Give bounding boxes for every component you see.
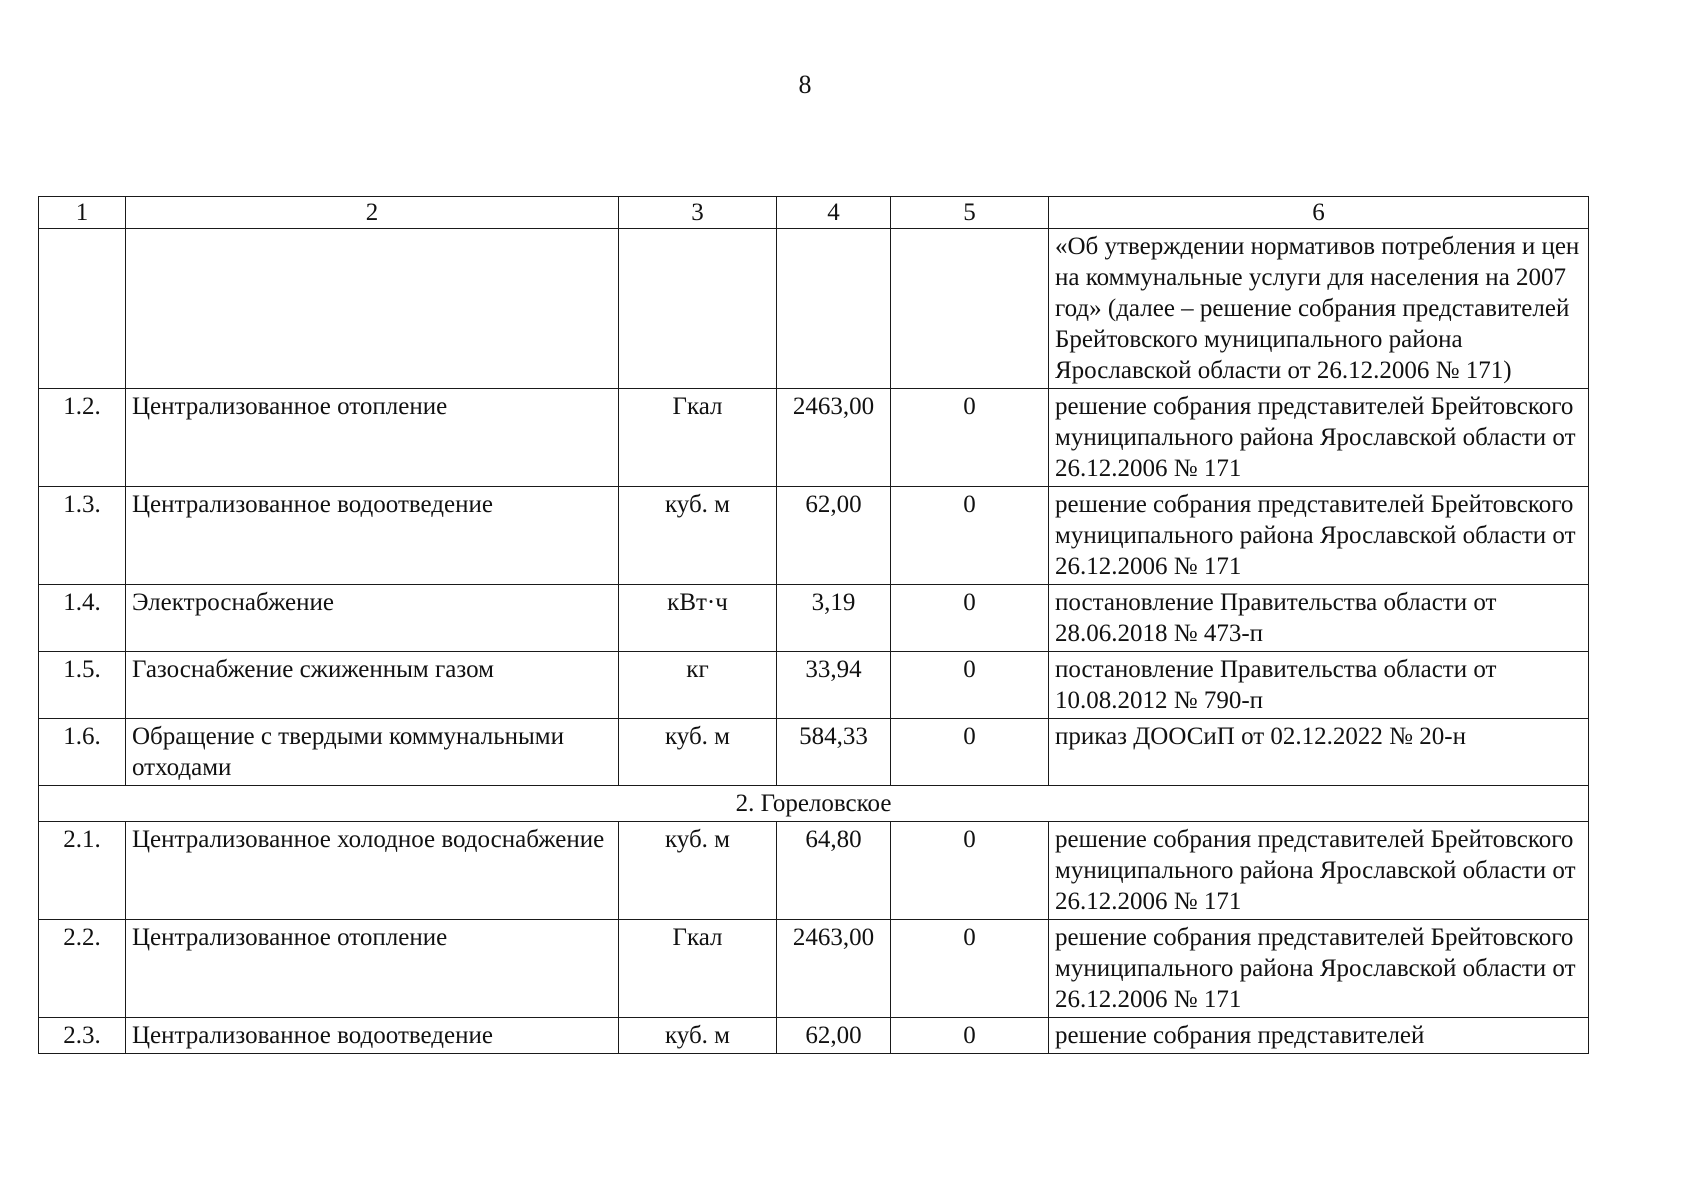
cell-service: Централизованное холодное водоснабжение bbox=[126, 822, 619, 920]
cell-value: 584,33 bbox=[777, 719, 891, 786]
cell-col5: 0 bbox=[891, 1018, 1049, 1054]
cell-basis: решение собрания представителей Брейтовского муниципального района Ярославской области от 26.12.2006 № 171 bbox=[1049, 389, 1589, 487]
cell-value: 2463,00 bbox=[777, 920, 891, 1018]
cell-unit: куб. м bbox=[619, 822, 777, 920]
cell-col5: 0 bbox=[891, 389, 1049, 487]
page-number: 8 bbox=[798, 70, 812, 99]
cell-basis: «Об утверждении нормативов потребления и цен на коммунальные услуги для населения на 2007 год» (далее – решение собрания представителей Брейтовского муниципального района Ярославской области от 26.12.2006 № 171) bbox=[1049, 229, 1589, 389]
cell-unit bbox=[619, 229, 777, 389]
table-header-row bbox=[39, 197, 1589, 229]
table-row bbox=[39, 585, 1589, 652]
cell-basis: решение собрания представителей bbox=[1049, 1018, 1589, 1054]
table-row bbox=[39, 389, 1589, 487]
cell-service: Централизованное отопление bbox=[126, 389, 619, 487]
section-row bbox=[39, 786, 1589, 822]
cell-service: Газоснабжение сжиженным газом bbox=[126, 652, 619, 719]
header-cell: 3 bbox=[619, 197, 777, 229]
cell-num: 1.6. bbox=[39, 719, 126, 786]
cell-basis: решение собрания представителей Брейтовского муниципального района Ярославской области от 26.12.2006 № 171 bbox=[1049, 487, 1589, 585]
cell-value: 62,00 bbox=[777, 487, 891, 585]
cell-service: Централизованное водоотведение bbox=[126, 1018, 619, 1054]
cell-basis: приказ ДООСиП от 02.12.2022 № 20-н bbox=[1049, 719, 1589, 786]
table-row bbox=[39, 719, 1589, 786]
cell-num: 2.1. bbox=[39, 822, 126, 920]
cell-unit: куб. м bbox=[619, 487, 777, 585]
cell-value: 33,94 bbox=[777, 652, 891, 719]
cell-value: 62,00 bbox=[777, 1018, 891, 1054]
cell-num: 2.2. bbox=[39, 920, 126, 1018]
table-row bbox=[39, 920, 1589, 1018]
cell-service: Централизованное водоотведение bbox=[126, 487, 619, 585]
cell-service: Обращение с твердыми коммунальными отходами bbox=[126, 719, 619, 786]
cell-col5: 0 bbox=[891, 585, 1049, 652]
cell-basis: решение собрания представителей Брейтовского муниципального района Ярославской области от 26.12.2006 № 171 bbox=[1049, 920, 1589, 1018]
cell-num: 1.3. bbox=[39, 487, 126, 585]
cell-col5 bbox=[891, 229, 1049, 389]
cell-service bbox=[126, 229, 619, 389]
tariff-table bbox=[38, 196, 1589, 1054]
cell-col5: 0 bbox=[891, 920, 1049, 1018]
cell-num: 1.4. bbox=[39, 585, 126, 652]
cell-num: 1.2. bbox=[39, 389, 126, 487]
cell-unit: кг bbox=[619, 652, 777, 719]
cell-basis: постановление Правительства области от 10.08.2012 № 790-п bbox=[1049, 652, 1589, 719]
cell-basis: решение собрания представителей Брейтовского муниципального района Ярославской области от 26.12.2006 № 171 bbox=[1049, 822, 1589, 920]
cell-service: Электроснабжение bbox=[126, 585, 619, 652]
cell-unit: Гкал bbox=[619, 920, 777, 1018]
header-cell: 2 bbox=[126, 197, 619, 229]
table-row bbox=[39, 1018, 1589, 1054]
table-row bbox=[39, 487, 1589, 585]
cell-unit: Гкал bbox=[619, 389, 777, 487]
cell-num: 1.5. bbox=[39, 652, 126, 719]
cell-num bbox=[39, 229, 126, 389]
cell-col5: 0 bbox=[891, 822, 1049, 920]
cell-unit: кВт·ч bbox=[619, 585, 777, 652]
cell-value: 64,80 bbox=[777, 822, 891, 920]
cell-value bbox=[777, 229, 891, 389]
header-cell: 6 bbox=[1049, 197, 1589, 229]
cell-service: Централизованное отопление bbox=[126, 920, 619, 1018]
cell-value: 3,19 bbox=[777, 585, 891, 652]
cell-num: 2.3. bbox=[39, 1018, 126, 1054]
cell-col5: 0 bbox=[891, 487, 1049, 585]
header-cell: 1 bbox=[39, 197, 126, 229]
header-cell: 4 bbox=[777, 197, 891, 229]
cell-col5: 0 bbox=[891, 652, 1049, 719]
table-row bbox=[39, 822, 1589, 920]
table-row bbox=[39, 652, 1589, 719]
cell-value: 2463,00 bbox=[777, 389, 891, 487]
cell-basis: постановление Правительства области от 28.06.2018 № 473-п bbox=[1049, 585, 1589, 652]
cell-unit: куб. м bbox=[619, 719, 777, 786]
table-row-continuation bbox=[39, 229, 1589, 389]
header-cell: 5 bbox=[891, 197, 1049, 229]
section-title: 2. Гореловское bbox=[39, 786, 1589, 822]
cell-col5: 0 bbox=[891, 719, 1049, 786]
cell-unit: куб. м bbox=[619, 1018, 777, 1054]
